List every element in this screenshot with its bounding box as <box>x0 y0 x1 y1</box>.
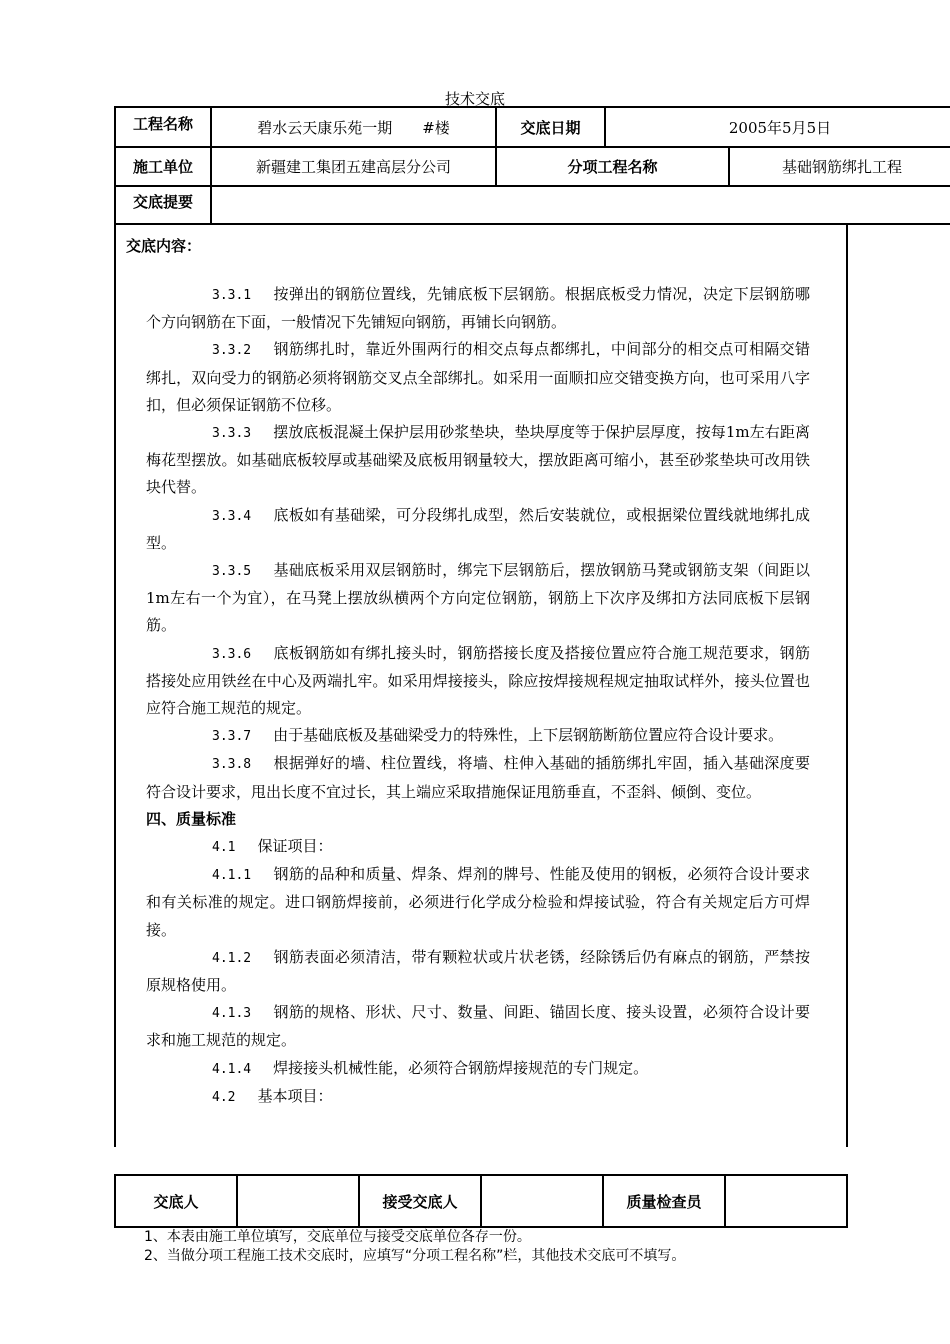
receiver-field[interactable] <box>481 1175 603 1227</box>
footnote: 1、本表由施工单位填写，交底单位与接受交底单位各存一份。 <box>144 1229 531 1245</box>
paragraph-text: 底板钢筋如有绑扎接头时，钢筋搭接长度及搭接位置应符合施工规范要求，钢筋搭接处应用铁丝在中心及两端扎牢。如采用焊接接头，除应按焊接规程规定抽取试样外，接头位置也应符合施工规范的规定。 <box>146 643 810 718</box>
sub-project-label: 分项工程名称 <box>496 147 729 186</box>
paragraph <box>146 336 810 419</box>
paragraph <box>146 419 810 502</box>
paragraph-text: 钢筋的规格、形状、尺寸、数量、间距、锚固长度、接头设置，必须符合设计要求和施工规范的规定。 <box>146 1003 810 1050</box>
paragraph-text: 按弹出的钢筋位置线，先铺底板下层钢筋。根据底板受力情况，决定下层钢筋哪个方向钢筋在下面，一般情况下先铺短向钢筋，再铺长向钢筋。 <box>146 285 810 332</box>
paragraph <box>146 861 810 944</box>
paragraph-text: 由于基础底板及基础梁受力的特殊性，上下层钢筋断筋位置应符合设计要求。 <box>273 726 784 745</box>
content-body <box>146 281 810 1111</box>
paragraph-text: 钢筋的品种和质量、焊条、焊剂的牌号、性能及使用的钢板，必须符合设计要求和有关标准的规定。进口钢筋焊接前，必须进行化学成分检验和焊接试验，符合有关规定后方可焊接。 <box>146 865 810 939</box>
footnotes <box>144 1228 685 1266</box>
paragraph <box>146 281 810 336</box>
paragraph-number: 3.3.5 <box>212 564 252 580</box>
project-name-label: 工程名称 <box>115 107 211 147</box>
paragraph <box>146 750 810 805</box>
paragraph-number: 3.3.6 <box>212 646 252 662</box>
paragraph-number: 4.2 <box>212 1089 236 1105</box>
paragraph-text: 钢筋绑扎时，靠近外围两行的相交点每点都绑扎，中间部分的相交点可相隔交错绑扎，双向受力的钢筋必须将钢筋交叉点全部绑扎。如采用一面顺扣应交错变换方向，也可采用八字扣，但必须保证钢筋不位移。 <box>146 340 810 414</box>
paragraph <box>146 722 810 750</box>
paragraph-number: 3.3.8 <box>212 757 252 773</box>
inspector-label: 质量检查员 <box>603 1175 725 1227</box>
paragraph-number: 3.3.1 <box>212 288 252 303</box>
paragraph <box>146 557 810 640</box>
unit-label: 施工单位 <box>115 147 211 186</box>
date-value: 2005年5月5日 <box>605 107 950 147</box>
content-label: 交底内容： <box>126 237 202 255</box>
paragraph-text: 钢筋表面必须清洁，带有颗粒状或片状老锈，经除锈后仍有麻点的钢筋，严禁按原规格使用。 <box>146 947 810 995</box>
paragraph-text: 底板如有基础梁，可分段绑扎成型，然后安装就位，或根据梁位置线就地绑扎成型。 <box>146 505 810 552</box>
summary-label: 交底提要 <box>115 186 211 224</box>
paragraph-number: 4.1.2 <box>212 950 252 966</box>
paragraph-text: 基础底板采用双层钢筋时，绑完下层钢筋后，摆放钢筋马凳或钢筋支架（间距以1m左右一个为宜），在马凳上摆放纵横两个方向定位钢筋，钢筋上下次序及绑扣方法同底板下层钢筋。 <box>146 561 810 635</box>
header-table <box>114 106 950 225</box>
paragraph-text: 摆放底板混凝土保护层用砂浆垫块，垫块厚度等于保护层厚度，按每1m左右距离梅花型摆放。如基础底板较厚或基础梁及底板用钢量较大，摆放距离可缩小，甚至砂浆垫块可改用铁块代替。 <box>146 423 810 497</box>
paragraph-number: 4.1.3 <box>212 1006 252 1022</box>
paragraph-number: 4.1.1 <box>212 868 252 884</box>
paragraph <box>146 640 810 723</box>
paragraph <box>146 502 810 557</box>
paragraph-number: 4.1 <box>212 840 236 856</box>
paragraph-number: 3.3.3 <box>212 426 252 442</box>
paragraph-text: 保证项目： <box>257 837 333 856</box>
summary-value <box>211 186 950 224</box>
footnote: 2、当做分项工程施工技术交底时，应填写“分项工程名称”栏，其他技术交底可不填写。 <box>144 1248 686 1264</box>
paragraph-number: 3.3.2 <box>212 343 252 359</box>
content-area <box>114 223 848 1147</box>
signature-table <box>114 1174 848 1228</box>
date-label: 交底日期 <box>496 107 605 147</box>
paragraph-number: 3.3.4 <box>212 508 252 524</box>
paragraph-number: 3.3.7 <box>212 729 252 745</box>
paragraph-text: 焊接接头机械性能，必须符合钢筋焊接规范的专门规定。 <box>273 1058 649 1077</box>
section-title: 四、质量标准 <box>146 809 237 828</box>
paragraph <box>146 944 810 999</box>
paragraph-text: 根据弹好的墙、柱位置线，将墙、柱伸入基础的插筋绑扎牢固，插入基础深度要符合设计要求，甩出长度不宜过长，其上端应采取措施保证甩筋垂直，不歪斜、倾倒、变位。 <box>146 754 810 801</box>
sub-project-value: 基础钢筋绑扎工程 <box>729 147 950 186</box>
document-title: 技术交底 <box>444 90 505 108</box>
paragraph <box>146 1083 810 1111</box>
paragraph <box>146 833 810 861</box>
discloser-label: 交底人 <box>115 1175 237 1227</box>
paragraph-text: 基本项目： <box>257 1086 333 1105</box>
inspector-field[interactable] <box>725 1175 847 1227</box>
paragraph <box>146 1055 810 1083</box>
receiver-label: 接受交底人 <box>359 1175 481 1227</box>
project-name-value: 碧水云天康乐苑一期 #楼 <box>211 107 496 147</box>
unit-value: 新疆建工集团五建高层分公司 <box>211 147 496 186</box>
discloser-field[interactable] <box>237 1175 359 1227</box>
paragraph-number: 4.1.4 <box>212 1061 252 1077</box>
paragraph <box>146 999 810 1054</box>
